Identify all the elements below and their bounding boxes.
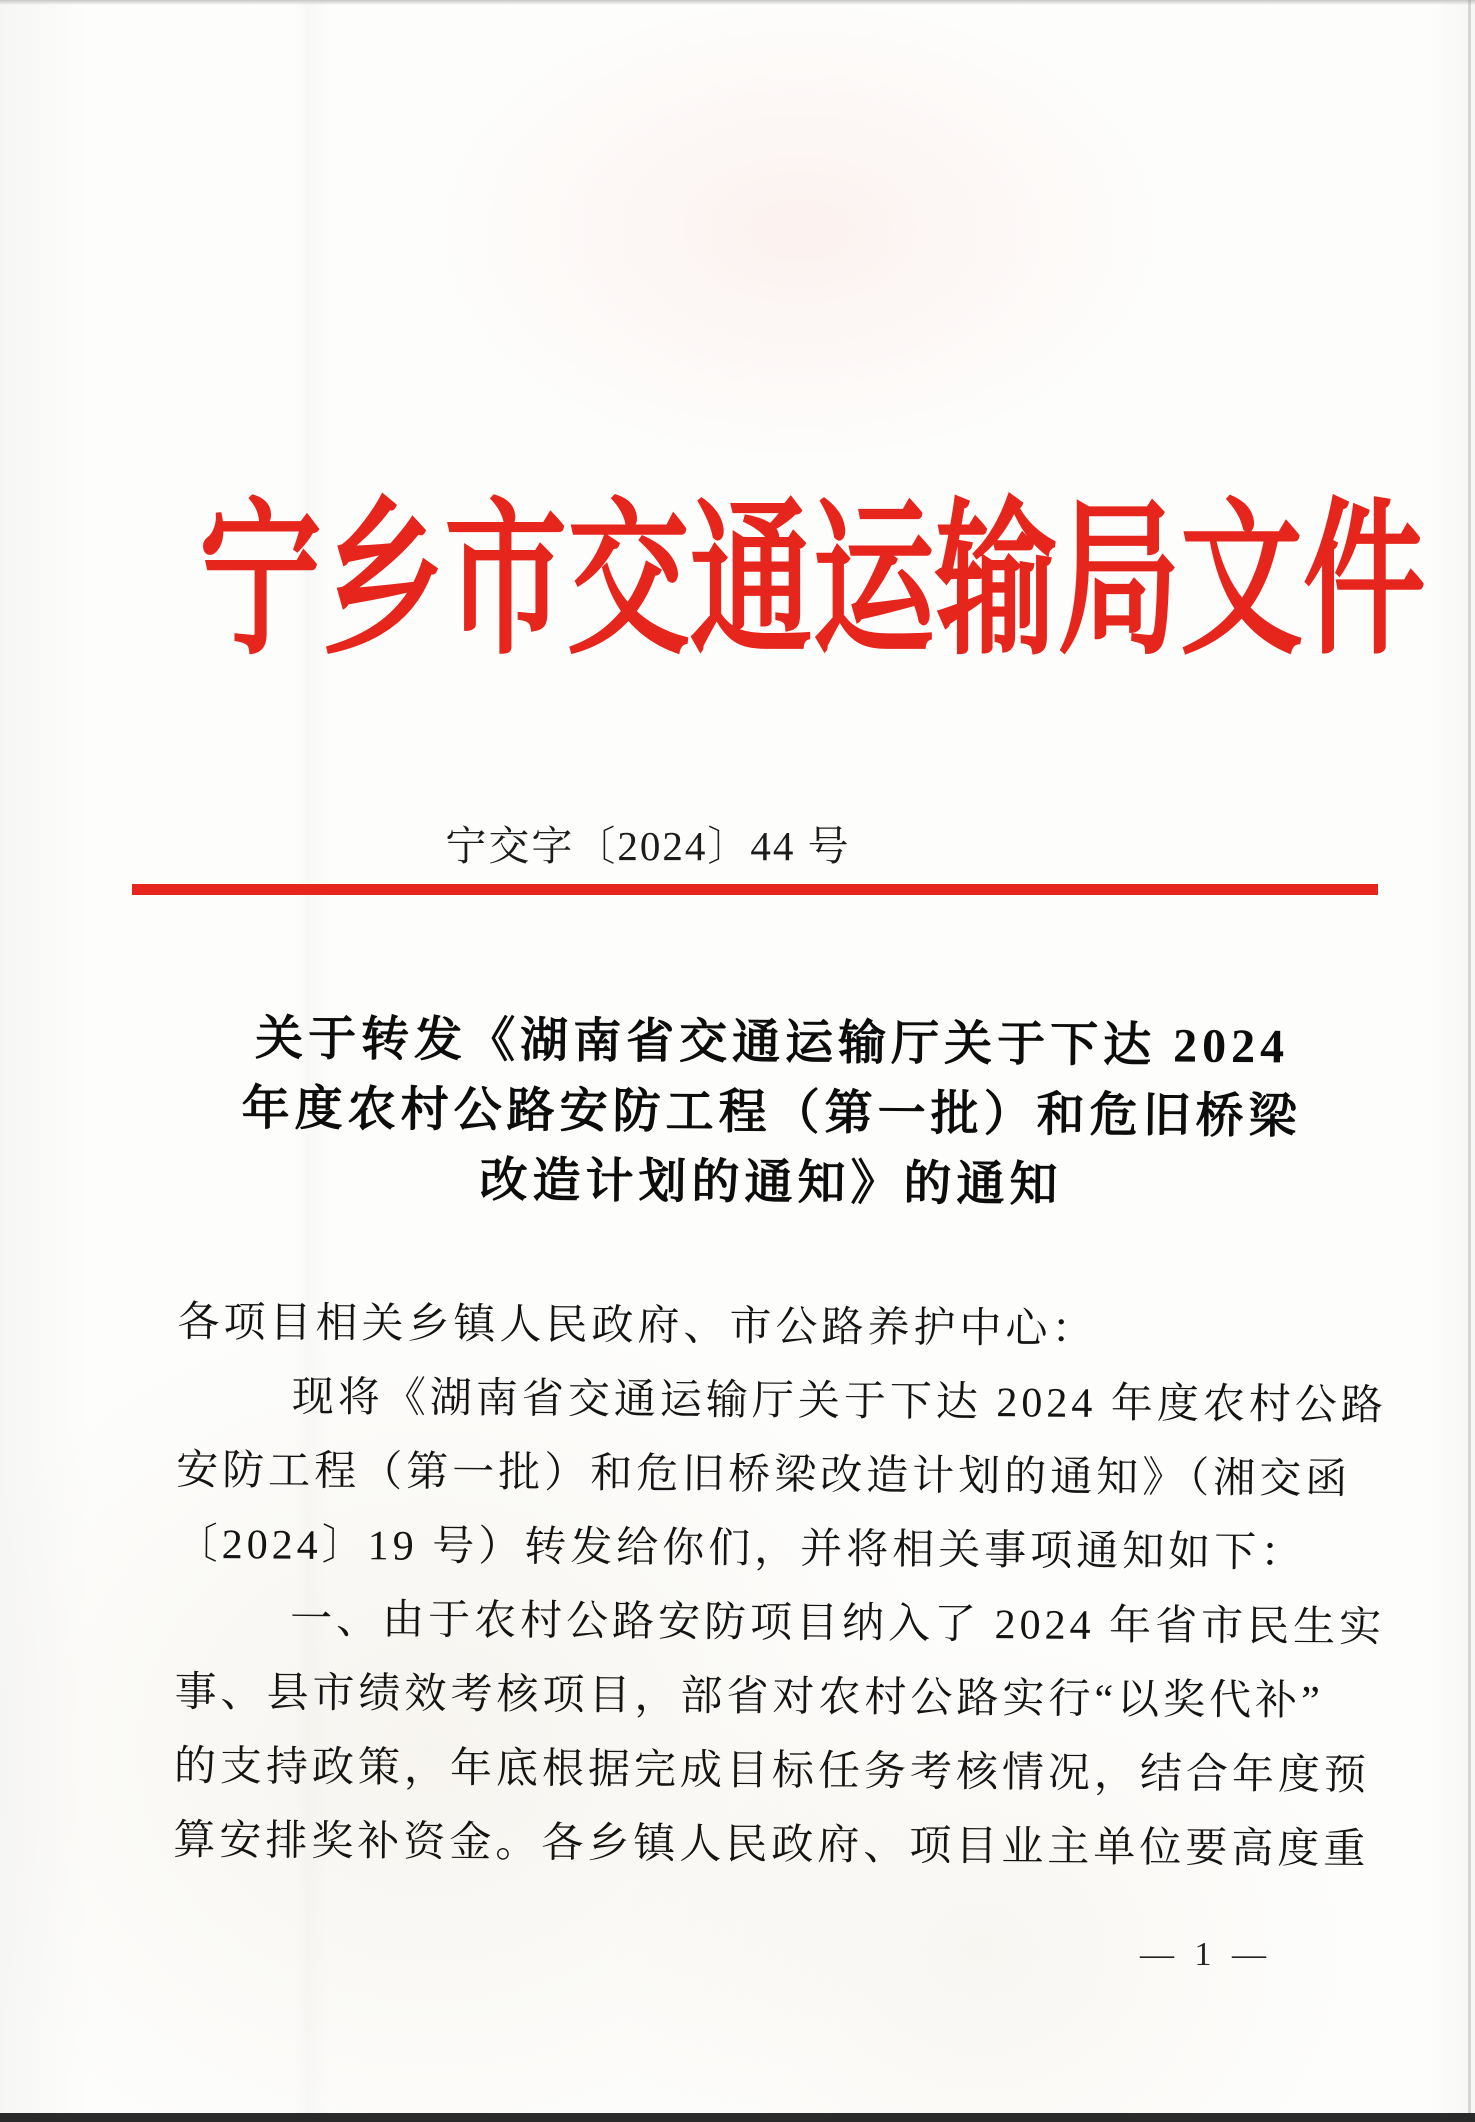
- body-line: 的支持政策，年底根据完成目标任务考核情况，结合年度预: [173, 1743, 1371, 1800]
- body-line-salutation: 各项目相关乡镇人民政府、市公路养护中心：: [177, 1299, 1098, 1353]
- body-line: 安防工程（第一批）和危旧桥梁改造计划的通知》（湘交函: [176, 1447, 1352, 1503]
- document-title-line-3: 改造计划的通知》的通知: [479, 1154, 1063, 1212]
- body-line: 现将《湖南省交通运输厅关于下达 2024 年度农村公路: [291, 1374, 1388, 1430]
- agency-header-title: 宁乡市交通运输局文件: [199, 489, 1426, 675]
- body-line: 事、县市绩效考核项目，部省对农村公路实行“以奖代补”: [174, 1669, 1324, 1725]
- document-title-line-1: 关于转发《湖南省交通运输厅关于下达 2024: [254, 1012, 1290, 1074]
- body-line: 算安排奖补资金。各乡镇人民政府、项目业主单位要高度重: [173, 1817, 1370, 1874]
- page-number: — 1 —: [1140, 1936, 1272, 1973]
- body-line: 〔2024〕19 号）转发给你们，并将相关事项通知如下：: [175, 1521, 1307, 1577]
- document-number: 宁交字〔2024〕44 号: [445, 823, 851, 869]
- document-body: [173, 1286, 1388, 1887]
- document-title: [33, 1003, 1475, 1225]
- document-title-line-2: 年度农村公路安防工程（第一批）和危旧桥梁: [241, 1082, 1302, 1144]
- scan-edge-bottom: [0, 2113, 1475, 2122]
- body-line: 一、由于农村公路安防项目纳入了 2024 年省市民生实: [289, 1596, 1386, 1652]
